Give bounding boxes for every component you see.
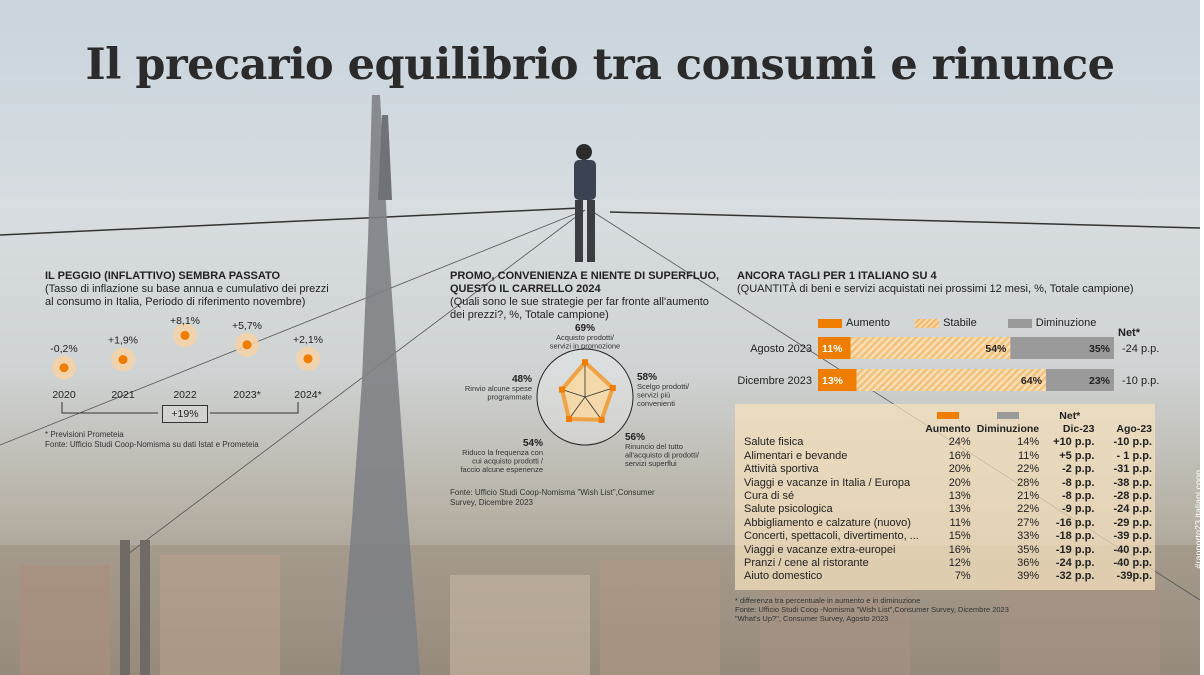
table-row bbox=[741, 436, 1155, 449]
cuts-heading: ANCORA TAGLI PER 1 ITALIANO SU 4 bbox=[737, 270, 937, 282]
cuts-section bbox=[737, 270, 1177, 296]
table-row bbox=[741, 463, 1155, 476]
table-cell-ago: -40 p.p. bbox=[1113, 556, 1152, 569]
radar-value-label: 54% bbox=[522, 438, 543, 449]
table-cell-down: 21% bbox=[1017, 490, 1040, 503]
table-cell-up: 16% bbox=[948, 449, 971, 462]
table-cell-dic: -8 p.p. bbox=[1062, 490, 1095, 503]
strategies-subtitle-2: dei prezzi?, %, Totale campione) bbox=[450, 309, 609, 321]
bar-category-label: Agosto 2023 bbox=[750, 343, 812, 355]
table-cell-label: Aiuto domestico bbox=[744, 570, 823, 583]
page-title: Il precario equilibrio tra consumi e rinunce bbox=[85, 40, 1115, 90]
table-header-down: Diminuzione bbox=[976, 423, 1040, 436]
table-cell-down: 22% bbox=[1017, 463, 1040, 476]
bar-segment bbox=[856, 369, 1045, 391]
strategies-heading-1: PROMO, CONVENIENZA E NIENTE DI SUPERFLUO, bbox=[450, 270, 720, 282]
table-cell-ago: -40 p.p. bbox=[1113, 543, 1152, 556]
table-cell-ago: -39p.p. bbox=[1116, 570, 1152, 583]
legend-up: Aumento bbox=[846, 317, 891, 329]
cuts-bar-chart bbox=[737, 335, 1160, 395]
table-row bbox=[741, 449, 1155, 462]
table-cell-label: Attività sportiva bbox=[744, 463, 819, 476]
table-row bbox=[741, 516, 1155, 529]
radar-axis-text: servizi più bbox=[637, 390, 671, 400]
radar-point bbox=[599, 417, 605, 423]
radar-axis-text: cui acquisto prodotti / bbox=[472, 456, 543, 466]
radar-axis-text: Riduco la frequenza con bbox=[462, 448, 543, 457]
table-cell-up: 13% bbox=[948, 503, 971, 516]
table-cell-ago: -24 p.p. bbox=[1113, 503, 1152, 516]
table-swatch-down bbox=[997, 412, 1019, 419]
inflation-dot bbox=[60, 363, 69, 372]
legend-swatch-down bbox=[1008, 319, 1032, 328]
table-cell-down: 39% bbox=[1017, 570, 1040, 583]
bar-value-label: 23% bbox=[1088, 375, 1110, 387]
table-cell-dic: +5 p.p. bbox=[1059, 449, 1095, 462]
table-cell-down: 22% bbox=[1017, 503, 1040, 516]
strategies-radar-chart bbox=[445, 322, 725, 482]
table-cell-dic: +10 p.p. bbox=[1053, 436, 1095, 449]
table-cell-dic: -24 p.p. bbox=[1055, 556, 1095, 569]
inflation-value-label: +5,7% bbox=[231, 319, 263, 332]
bar-net-label: -10 p.p. bbox=[1122, 375, 1160, 387]
radar-value-label: 69% bbox=[574, 323, 596, 334]
table-cell-down: 14% bbox=[1017, 436, 1040, 449]
table-net-header: Net* bbox=[1059, 409, 1081, 422]
table-row bbox=[741, 556, 1155, 569]
radar-point bbox=[610, 385, 616, 391]
bar-legend bbox=[818, 317, 1096, 329]
table-cell-up: 7% bbox=[954, 570, 971, 583]
strategies-heading-2: QUESTO IL CARRELLO 2024 bbox=[450, 283, 601, 295]
table-cell-label: Pranzi / cene al ristorante bbox=[744, 556, 869, 569]
radar-value-label: 58% bbox=[637, 372, 658, 383]
inflation-heading: IL PEGGIO (INFLATTIVO) SEMBRA PASSATO bbox=[45, 270, 281, 282]
side-hashtag: #rapporto23 italiani.coop bbox=[1194, 470, 1204, 569]
radar-point bbox=[559, 387, 565, 393]
table-cell-ago: - 1 p.p. bbox=[1116, 449, 1152, 462]
table-cell-down: 11% bbox=[1017, 449, 1040, 462]
table-cell-label: Abbigliamento e calzature (nuovo) bbox=[744, 516, 911, 529]
table-cell-label: Concerti, spettacoli, divertimento, ... bbox=[744, 530, 919, 543]
inflation-subtitle-2: al consumo in Italia, Periodo di riferimento novembre) bbox=[45, 296, 306, 308]
table-cell-dic: -19 p.p. bbox=[1055, 543, 1095, 556]
table-cell-dic: -2 p.p. bbox=[1062, 463, 1095, 476]
bar-category-label: Dicembre 2023 bbox=[737, 375, 812, 387]
legend-stable: Stabile bbox=[943, 317, 977, 329]
radar-point bbox=[566, 416, 572, 422]
table-cell-up: 24% bbox=[948, 436, 971, 449]
radar-axis-text: faccio alcune esperienze bbox=[460, 465, 543, 474]
table-cell-ago: -29 p.p. bbox=[1113, 516, 1152, 529]
table-cell-dic: -8 p.p. bbox=[1062, 476, 1095, 489]
table-cell-ago: -39 p.p. bbox=[1113, 530, 1152, 543]
table-cell-label: Salute fisica bbox=[744, 436, 804, 449]
table-cell-dic: -16 p.p. bbox=[1055, 516, 1095, 529]
table-cell-dic: -18 p.p. bbox=[1055, 530, 1095, 543]
cumulative-box: +19% bbox=[162, 405, 208, 423]
table-row bbox=[741, 476, 1155, 489]
table-cell-up: 20% bbox=[948, 476, 971, 489]
inflation-section bbox=[45, 270, 365, 309]
table-row bbox=[741, 489, 1155, 502]
inflation-dot bbox=[304, 354, 313, 363]
radar-value-label: 48% bbox=[511, 374, 532, 385]
table-cell-up: 15% bbox=[948, 530, 971, 543]
radar-axis-text: Rinvio alcune spese bbox=[464, 384, 532, 393]
inflation-value-label: -0,2% bbox=[50, 342, 78, 355]
inflation-source: Fonte: Ufficio Studi Coop-Nomisma su dati Istat e Prometeia bbox=[45, 440, 259, 449]
inflation-chart bbox=[30, 315, 330, 405]
radar-axis-text: Acquisto prodotti/ bbox=[556, 333, 614, 342]
table-row bbox=[741, 570, 1155, 583]
inflation-year-label: 2022 bbox=[173, 389, 197, 401]
inflation-dot bbox=[181, 331, 190, 340]
radar-axis-text: servizi superflui bbox=[625, 459, 677, 468]
table-cell-down: 28% bbox=[1017, 476, 1040, 489]
table-cell-label: Viaggi e vacanze extra-europei bbox=[744, 543, 896, 556]
radar-axis-text: programmate bbox=[487, 392, 532, 402]
footnote-3: "What's Up?", Consumer Survey, Agosto 2023 bbox=[735, 614, 889, 623]
table-cell-up: 12% bbox=[948, 556, 971, 569]
bar-value-label: 13% bbox=[822, 375, 844, 387]
cumulative-bracket bbox=[60, 400, 300, 420]
table-cell-label: Salute psicologica bbox=[744, 503, 833, 516]
table-row bbox=[741, 543, 1155, 556]
inflation-note: * Previsioni Prometeia bbox=[45, 430, 124, 439]
inflation-value-label: +8,1% bbox=[169, 315, 201, 327]
strategies-source-2: Survey, Dicembre 2023 bbox=[450, 498, 533, 507]
table-header-ago: Ago-23 bbox=[1116, 423, 1152, 436]
footnote-1: * differenza tra percentuale in aumento e in diminuzione bbox=[735, 596, 921, 605]
table-cell-down: 27% bbox=[1017, 516, 1040, 529]
net-header: Net* bbox=[1118, 327, 1141, 339]
table-row bbox=[741, 503, 1155, 516]
inflation-subtitle-1: (Tasso di inflazione su base annua e cumulativo dei prezzi bbox=[45, 283, 329, 295]
legend-down: Diminuzione bbox=[1035, 317, 1097, 329]
legend-swatch-up bbox=[818, 319, 842, 328]
inflation-value-label: +1,9% bbox=[107, 334, 139, 347]
table-cell-ago: -31 p.p. bbox=[1113, 463, 1152, 476]
table-cell-down: 36% bbox=[1017, 556, 1040, 569]
strategies-subtitle-1: (Quali sono le sue strategie per far fronte all'aumento bbox=[450, 296, 709, 308]
table-cell-up: 20% bbox=[948, 463, 971, 476]
table-cell-up: 11% bbox=[949, 516, 971, 529]
table-cell-up: 13% bbox=[948, 490, 971, 503]
footnote-2: Fonte: Ufficio Studi Coop -Nomisma "Wish List",Consumer Survey, Dicembre 2023 bbox=[735, 605, 1009, 614]
table-cell-dic: -9 p.p. bbox=[1062, 503, 1095, 516]
table-header-up: Aumento bbox=[925, 423, 971, 436]
inflation-year-label: 2023* bbox=[233, 389, 261, 401]
legend-swatch-stable bbox=[915, 319, 939, 328]
bar-value-label: 35% bbox=[1088, 343, 1110, 355]
radar-axis-text: Rinuncio del tutto bbox=[625, 442, 683, 451]
table-cell-ago: -10 p.p. bbox=[1113, 436, 1152, 449]
radar-value-label: 56% bbox=[625, 432, 646, 443]
table-footnotes bbox=[735, 596, 1009, 623]
inflation-value-label: +2,1% bbox=[292, 333, 324, 346]
inflation-year-label: 2021 bbox=[111, 389, 135, 401]
bar-value-label: 11% bbox=[822, 343, 843, 355]
cuts-subtitle: (QUANTITÀ di beni e servizi acquistati nei prossimi 12 mesi, %, Totale campione) bbox=[737, 283, 1134, 295]
table-swatch-up bbox=[937, 412, 959, 419]
strategies-source-1: Fonte: Ufficio Studi Coop-Nomisma "Wish List",Consumer bbox=[450, 488, 655, 497]
inflation-year-label: 2020 bbox=[52, 389, 76, 401]
table-cell-dic: -32 p.p. bbox=[1055, 570, 1095, 583]
inflation-dot bbox=[243, 340, 252, 349]
table-cell-up: 16% bbox=[948, 543, 971, 556]
categories-table bbox=[741, 409, 1155, 583]
table-cell-ago: -28 p.p. bbox=[1113, 490, 1152, 503]
table-cell-ago: -38 p.p. bbox=[1113, 476, 1152, 489]
inflation-year-label: 2024* bbox=[294, 389, 322, 401]
table-cell-label: Alimentari e bevande bbox=[744, 449, 848, 462]
bar-value-label: 64% bbox=[1020, 375, 1042, 387]
categories-table-panel bbox=[735, 404, 1155, 590]
radar-axis-text: Scelgo prodotti/ bbox=[637, 382, 690, 391]
radar-axis-text: convenienti bbox=[637, 399, 675, 408]
table-cell-down: 33% bbox=[1017, 530, 1040, 543]
table-row bbox=[741, 530, 1155, 543]
table-cell-label: Viaggi e vacanze in Italia / Europa bbox=[744, 476, 911, 489]
table-cell-down: 35% bbox=[1017, 543, 1040, 556]
radar-axis-text: servizi in promozione bbox=[549, 341, 621, 351]
radar-axis-text: all'acquisto di prodotti/ bbox=[625, 450, 699, 460]
bar-value-label: 54% bbox=[985, 343, 1007, 355]
table-cell-label: Cura di sé bbox=[744, 490, 795, 503]
bar-net-label: -24 p.p. bbox=[1122, 343, 1160, 355]
strategies-section bbox=[450, 270, 720, 322]
radar-point bbox=[582, 359, 588, 365]
table-header-dic: Dic-23 bbox=[1062, 423, 1095, 436]
inflation-dot bbox=[119, 355, 128, 364]
